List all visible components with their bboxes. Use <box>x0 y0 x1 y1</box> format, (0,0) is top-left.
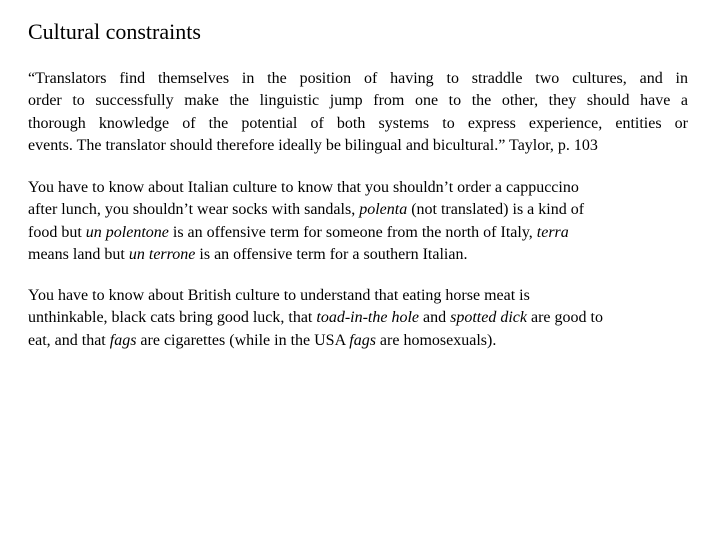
text-run: means land but <box>28 245 129 263</box>
italic-term-polenta: polenta <box>359 201 408 219</box>
text-line <box>28 244 688 266</box>
slide-title: Cultural constraints <box>28 19 201 44</box>
italic-term-toad-in-the-hole: toad-in-the hole <box>316 309 420 327</box>
text-line: order to successfully make the linguistic jump from one to the other, they should have a <box>28 92 688 110</box>
text-line <box>28 222 688 244</box>
italic-term-un-terrone: un terrone <box>128 245 196 263</box>
italic-term-spotted-dick: spotted dick <box>450 309 527 327</box>
text-run: and <box>419 309 451 327</box>
text-line: You have to know about British culture to understand that eating horse meat is <box>28 287 530 304</box>
text-line <box>28 330 688 352</box>
text-line: thorough knowledge of the potential of both systems to express experience, entities or <box>28 114 688 132</box>
text-run: after lunch, you shouldn’t wear socks with sandals, <box>28 201 360 219</box>
text-line: events. The translator should therefore ideally be bilingual and bicultural.” Taylor, p. 103 <box>28 136 598 154</box>
italic-term-fags: fags <box>349 331 376 349</box>
text-line: “Translators find themselves in the position of having to straddle two cultures, and in <box>28 70 688 87</box>
british-culture-paragraph <box>28 285 688 352</box>
text-run: are cigarettes (while in the USA <box>136 331 350 349</box>
slide <box>28 0 688 540</box>
text-run: unthinkable, black cats bring good luck, that <box>28 309 317 327</box>
italian-culture-paragraph <box>28 177 688 266</box>
text-line <box>28 199 688 221</box>
text-run: eat, and that <box>28 331 110 349</box>
text-line: You have to know about Italian culture to know that you shouldn’t order a cappuccino <box>28 179 579 196</box>
text-run: are good to <box>527 309 603 327</box>
text-run: is an offensive term for a southern Italian. <box>195 245 468 263</box>
italic-term-un-polentone: un polentone <box>85 223 169 241</box>
italic-term-fags: fags <box>109 331 137 349</box>
text-run: is an offensive term for someone from the north of Italy, <box>168 223 537 241</box>
quote-paragraph <box>28 68 688 157</box>
text-run: food but <box>28 223 86 241</box>
text-run: are homosexuals). <box>375 331 497 349</box>
text-run: (not translated) is a kind of <box>407 201 585 219</box>
text-line <box>28 307 688 329</box>
italic-term-terra: terra <box>536 223 569 241</box>
